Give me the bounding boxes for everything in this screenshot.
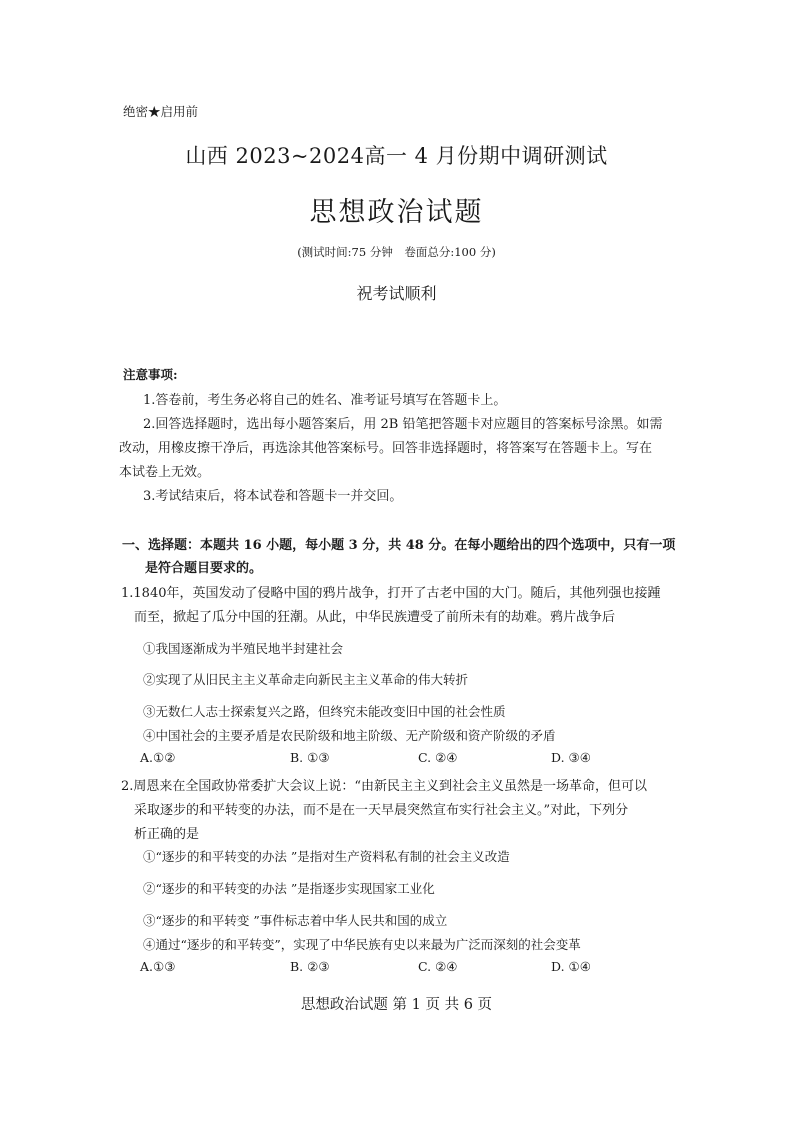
q2-stem-line-1: 2.周恩来在全国政协常委扩大会议上说：“由新民主主义到社会主义虽然是一场革命，但可以 [121, 779, 648, 794]
q1-choice-a: A.①② [140, 750, 176, 765]
q2-option-3: ③“逐步的和平转变 ”事件标志着中华人民共和国的成立 [143, 913, 448, 928]
notice-heading: 注意事项: [123, 367, 178, 382]
section-heading-line-2: 是符合题目要求的。 [145, 561, 263, 576]
q1-option-1: ①我国逐渐成为半殖民地半封建社会 [143, 641, 344, 656]
q2-option-2: ②“逐步的和平转变的办法 ”是指逐步实现国家工业化 [143, 881, 435, 896]
notice-item-1: 1.答卷前，考生务必将自己的姓名、准考证号填写在答题卡上。 [143, 393, 507, 408]
q1-stem-line-2: 而至，掀起了瓜分中国的狂潮。从此，中华民族遭受了前所未有的劫难。鸦片战争后 [134, 610, 616, 625]
q1-option-3: ③无数仁人志士探索复兴之路，但终究未能改变旧中国的社会性质 [143, 704, 506, 719]
q1-option-2: ②实现了从旧民主主义革命走向新民主主义革命的伟大转折 [143, 672, 469, 687]
secret-mark: 绝密★启用前 [123, 104, 199, 119]
q1-choice-d: D. ③④ [551, 750, 591, 765]
notice-item-2-line-3: 本试卷上无效。 [119, 465, 211, 480]
notice-item-3: 3.考试结束后，将本试卷和答题卡一并交回。 [143, 489, 403, 504]
q2-choice-d: D. ①④ [551, 959, 591, 974]
page-footer: 思想政治试题 第 1 页 共 6 页 [300, 997, 493, 1013]
q1-option-4: ④中国社会的主要矛盾是农民阶级和地主阶级、无产阶级和资产阶级的矛盾 [143, 728, 556, 743]
q2-choice-c: C. ②④ [418, 959, 458, 974]
q1-choice-b: B. ①③ [290, 750, 330, 765]
q2-stem-line-3: 析正确的是 [134, 827, 200, 842]
subject-title: 思想政治试题 [309, 197, 484, 228]
section-heading-line-1: 一、选择题：本题共 16 小题，每小题 3 分，共 48 分。在每小题给出的四个选项中，只有一项 [122, 538, 676, 553]
q2-choice-b: B. ②③ [290, 959, 330, 974]
q2-choice-a: A.①③ [140, 959, 176, 974]
notice-item-2-line-1: 2.回答选择题时，选出每小题答案后，用 2B 铅笔把答题卡对应题目的答案标号涂黑。如需 [143, 417, 663, 432]
q2-option-4: ④通过“逐步的和平转变”，实现了中华民族有史以来最为广泛而深刻的社会变革 [143, 937, 581, 952]
good-luck-text: 祝考试顺利 [356, 284, 437, 303]
q1-choice-c: C. ②④ [418, 750, 458, 765]
exam-title: 山西 2023~2024高一 4 月份期中调研测试 [185, 144, 608, 168]
notice-item-2-line-2: 改动，用橡皮擦干净后，再选涂其他答案标号。回答非选择题时，将答案写在答题卡上。写在 [119, 441, 653, 456]
exam-meta: (测试时间:75 分钟 卷面总分:100 分) [297, 245, 496, 259]
q2-stem-line-2: 采取逐步的和平转变的办法，而不是在一天早晨突然宣布实行社会主义。”对此，下列分 [134, 803, 629, 818]
q2-option-1: ①“逐步的和平转变的办法 ”是指对生产资料私有制的社会主义改造 [143, 849, 510, 864]
q1-stem-line-1: 1.1840年，英国发动了侵略中国的鸦片战争，打开了古老中国的大门。随后，其他列强也接踵 [121, 586, 661, 601]
